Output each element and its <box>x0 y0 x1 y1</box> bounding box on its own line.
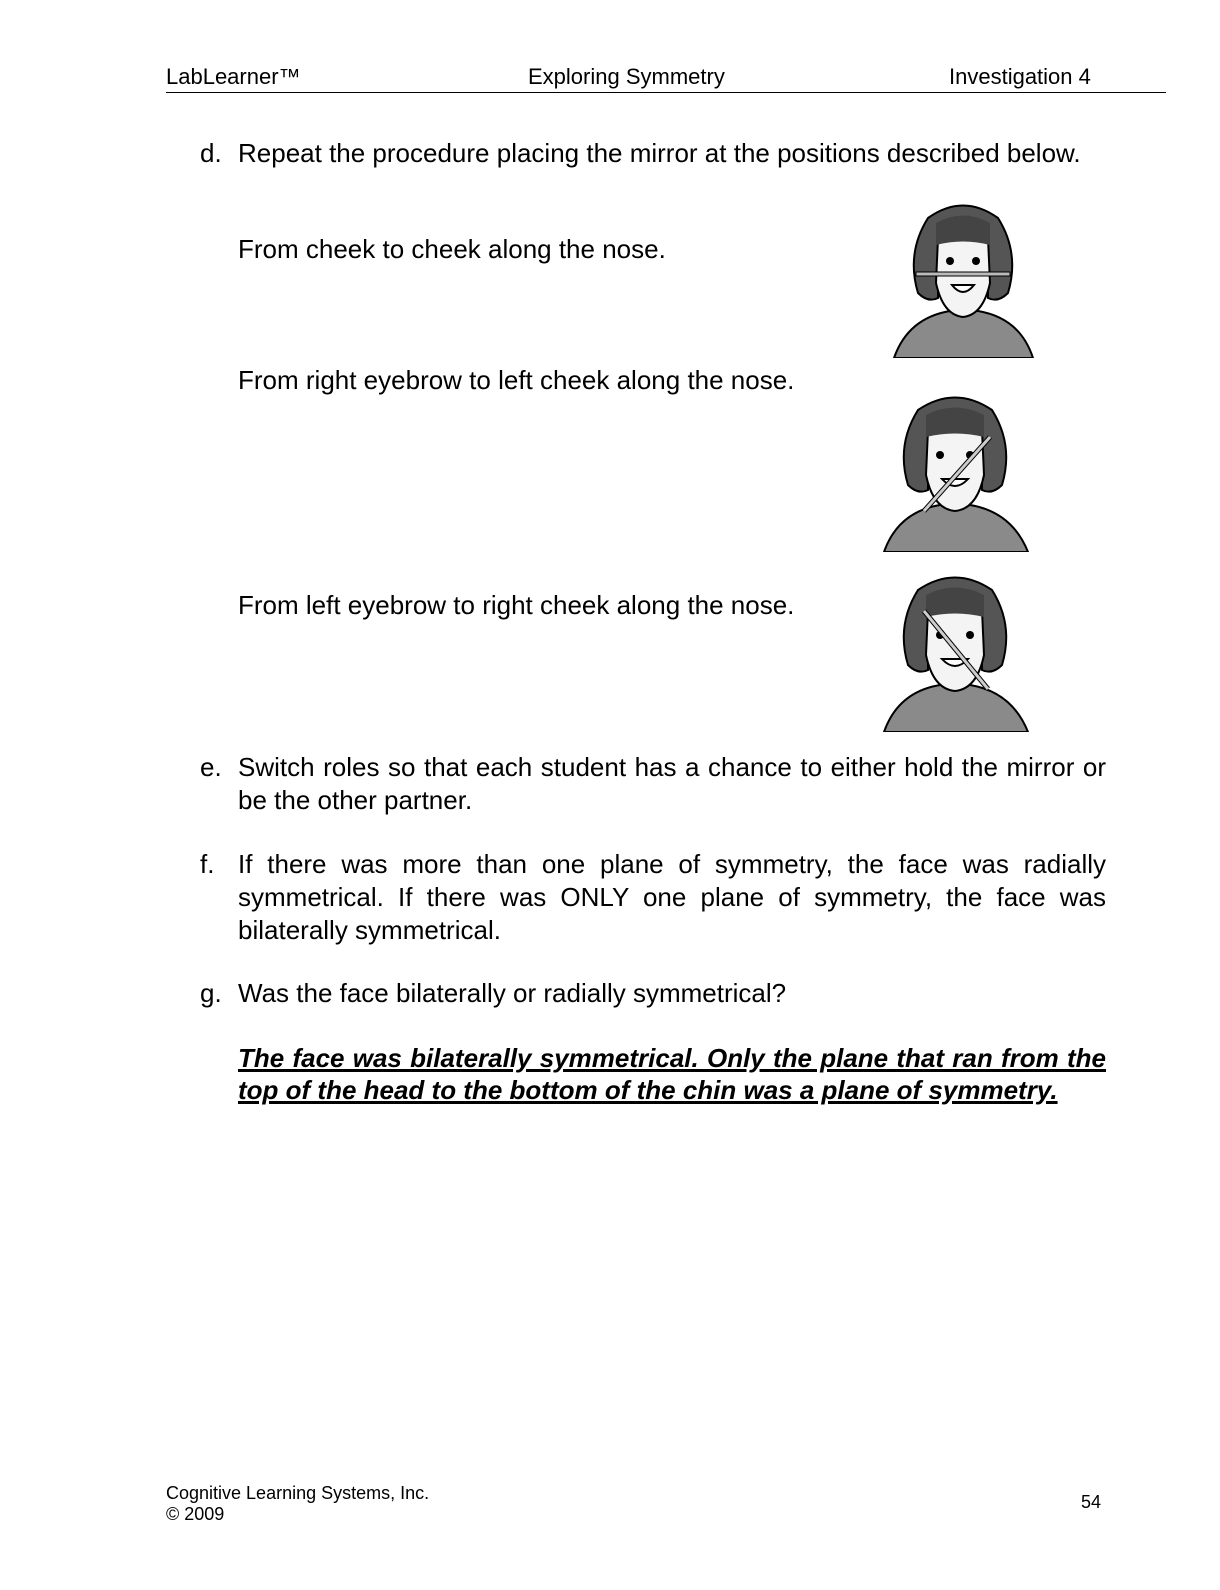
position-3-text: From left eyebrow to right cheek along the nose. <box>238 590 795 620</box>
face-illustration <box>884 578 1028 733</box>
position-2-text: From right eyebrow to left cheek along the nose. <box>238 365 795 395</box>
face-illustration <box>894 206 1033 359</box>
face-diagonal-right-mirror-image <box>880 385 1030 552</box>
step-f <box>200 848 1106 947</box>
step-text: Switch roles so that each student has a chance to either hold the mirror or be the other partner. <box>238 752 1106 815</box>
step-text: If there was more than one plane of symmetry, the face was radially symmetrical. If there was ONLY one plane of symmetry, the face was bilaterally symmetrical. <box>238 849 1106 945</box>
page-footer <box>166 1483 429 1525</box>
step-text: Repeat the procedure placing the mirror at the positions described below. <box>238 138 1081 168</box>
step-d <box>200 137 1106 170</box>
face-illustration <box>884 398 1028 553</box>
step-label: e. <box>200 752 222 782</box>
header-brand: LabLearner™ <box>166 64 301 89</box>
page-number: 54 <box>1081 1492 1102 1512</box>
footer-company: Cognitive Learning Systems, Inc. <box>166 1483 430 1503</box>
step-text: Was the face bilaterally or radially symmetrical? <box>238 978 787 1008</box>
face-diagonal-left-mirror-image <box>880 565 1030 732</box>
step-label: g. <box>200 978 222 1008</box>
page-header <box>166 62 1166 93</box>
header-title: Exploring Symmetry <box>528 64 725 89</box>
footer-copyright: © 2009 <box>166 1504 225 1524</box>
step-label: f. <box>200 849 215 879</box>
face-horizontal-mirror-image <box>888 193 1038 358</box>
answer-text: The face was bilaterally symmetrical. Only the plane that ran from the top of the head to the bottom of the chin was a plane of symmetry. <box>238 1043 1106 1105</box>
header-investigation: Investigation 4 <box>949 64 1091 89</box>
step-e <box>200 751 1106 817</box>
position-1-text: From cheek to cheek along the nose. <box>238 234 666 264</box>
step-label: d. <box>200 138 222 168</box>
step-g <box>200 977 1106 1010</box>
